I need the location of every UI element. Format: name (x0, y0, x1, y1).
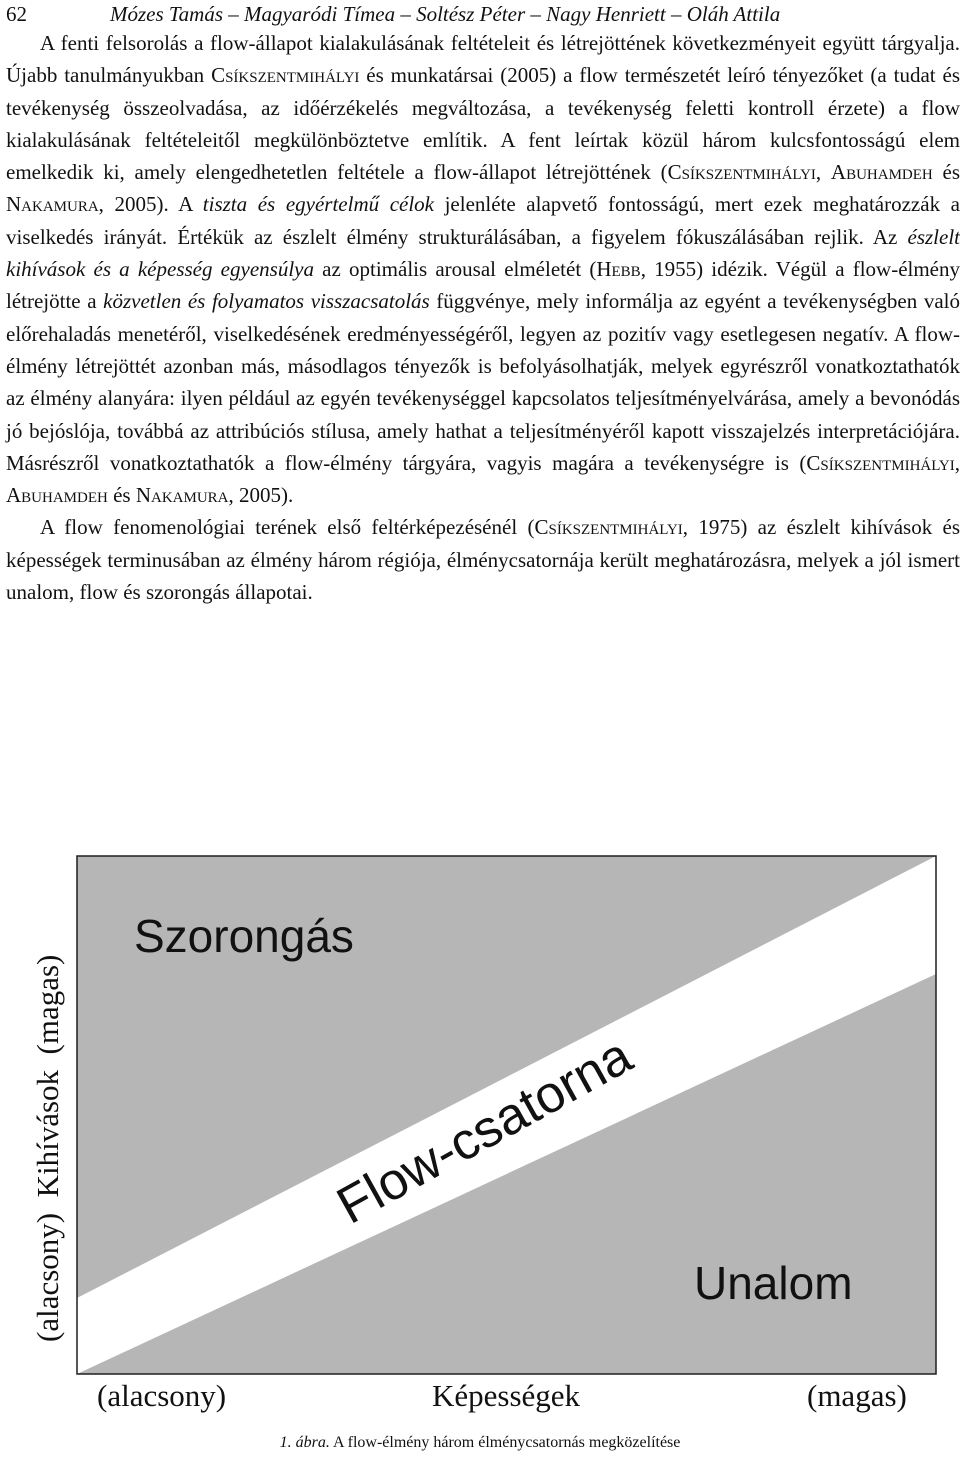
x-axis-high-label: (magas) (807, 1378, 907, 1413)
figure-caption (0, 1434, 960, 1452)
x-axis-low-label: (alacsony) (97, 1378, 227, 1413)
text-segment: A fenti felsorolás a flow-állapot kialakulásának feltételeit és létrejöttének következményeit együtt tárgyalja. Újabb tanulmányukban (6, 31, 960, 88)
flow-diagram (0, 850, 960, 1430)
text-segment: és (932, 160, 960, 185)
author-name: Csíkszentmihályi (667, 160, 816, 185)
text-segment: , (815, 160, 831, 185)
paragraph-2 (6, 511, 960, 608)
author-name: Nakamura (6, 192, 99, 217)
page-number: 62 (6, 2, 27, 26)
region-flow-label: Flow-csatorna (327, 1026, 642, 1236)
author-name: Hebb (596, 257, 641, 282)
flow-figure (0, 850, 960, 1460)
caption-text: A flow-élmény három élménycsatornás megközelítése (329, 1434, 681, 1451)
author-name: Csíkszentmihályi (534, 515, 683, 540)
text-segment: függvénye, mely informálja az egyént a tevékenységben való előrehaladás menetéről, viselkedésének eredményességéről, legyen az pozitív vagy esetlegesen negatív. A flow-élmény létrejöttét azonban más, másodlagos tényezők is befolyásolhatják, melyek egyrészről vonatkoztathatók az élmény alanyára: ilyen például az egyén tevékenységgel kapcsolatos teljesítményelvárása, amely a bevonódás jó bejóslója, továbbá az attribúciós stílusa, amely hathat a teljesítményéről kapott visszajelzés interpretációjára. Másrészről vonatkoztathatók a flow-élmény tárgyára, vagyis magára a tevékenységre is ( (6, 289, 960, 475)
body-text (6, 27, 960, 608)
author-name: Csíkszentmihályi (806, 450, 955, 475)
text-segment: , (954, 450, 960, 475)
text-segment: A flow fenomenológiai terének első feltérképezésénél ( (40, 515, 535, 540)
region-boredom-label: Unalom (694, 1257, 853, 1309)
region-anxiety-label: Szorongás (134, 910, 354, 962)
y-axis-label: (alacsony) Kihívások (magas) (30, 954, 65, 1342)
emphasis-text: tiszta és egyértelmű célok (202, 192, 434, 217)
header-authors: Mózes Tamás – Magyaródi Tímea – Soltész Péter – Nagy Henriett – Oláh Attila (110, 2, 781, 26)
paragraph-1 (6, 27, 960, 511)
author-name: Abuhamdeh (830, 160, 933, 185)
emphasis-text: észlelt kihívások és a képesség egyensúlya (6, 224, 960, 282)
text-segment: , 1955) idézik. Végül a flow-élmény létrejötte a (6, 257, 960, 314)
text-segment: , 2005). A (98, 192, 203, 217)
text-segment: és munkatársai (2005) a flow természetét leíró tényezőket (a tudat és tevékenység összeolvadása, az időérzékelés megváltozása, a tevékenység feletti kontroll érzete) a flow kialakulásának feltételeitől megkülönböztetve említik. A fent leírtak közül három kulcsfontosságú elem emelkedik ki, amely elengedhetetlen feltétele a flow-állapot létrejöttének ( (6, 63, 960, 185)
caption-number: 1. ábra. (279, 1434, 330, 1451)
emphasis-text: közvetlen és folyamatos visszacsatolás (103, 289, 430, 314)
x-axis-title: Képességek (432, 1378, 581, 1413)
text-segment: , 1975) az észlelt kihívások és képességek terminusában az élmény három régiója, élménycsatornája került meghatározásra, melyek a jól ismert unalom, flow és szorongás állapotai. (6, 515, 960, 605)
text-segment: és (107, 483, 136, 508)
text-segment: , 2005). (228, 483, 294, 508)
author-name: Csíkszentmihályi (211, 63, 360, 88)
text-segment: az optimális arousal elméletét ( (313, 257, 597, 282)
author-name: Abuhamdeh (6, 483, 108, 508)
text-segment: jelenléte alapvető fontosságú, mert ezek meghatározzák a viselkedés irányát. Értékük az észlelt élmény strukturálásában, a figyelem fókuszálásában rejlik. Az (6, 192, 960, 249)
author-name: Nakamura (135, 483, 229, 508)
